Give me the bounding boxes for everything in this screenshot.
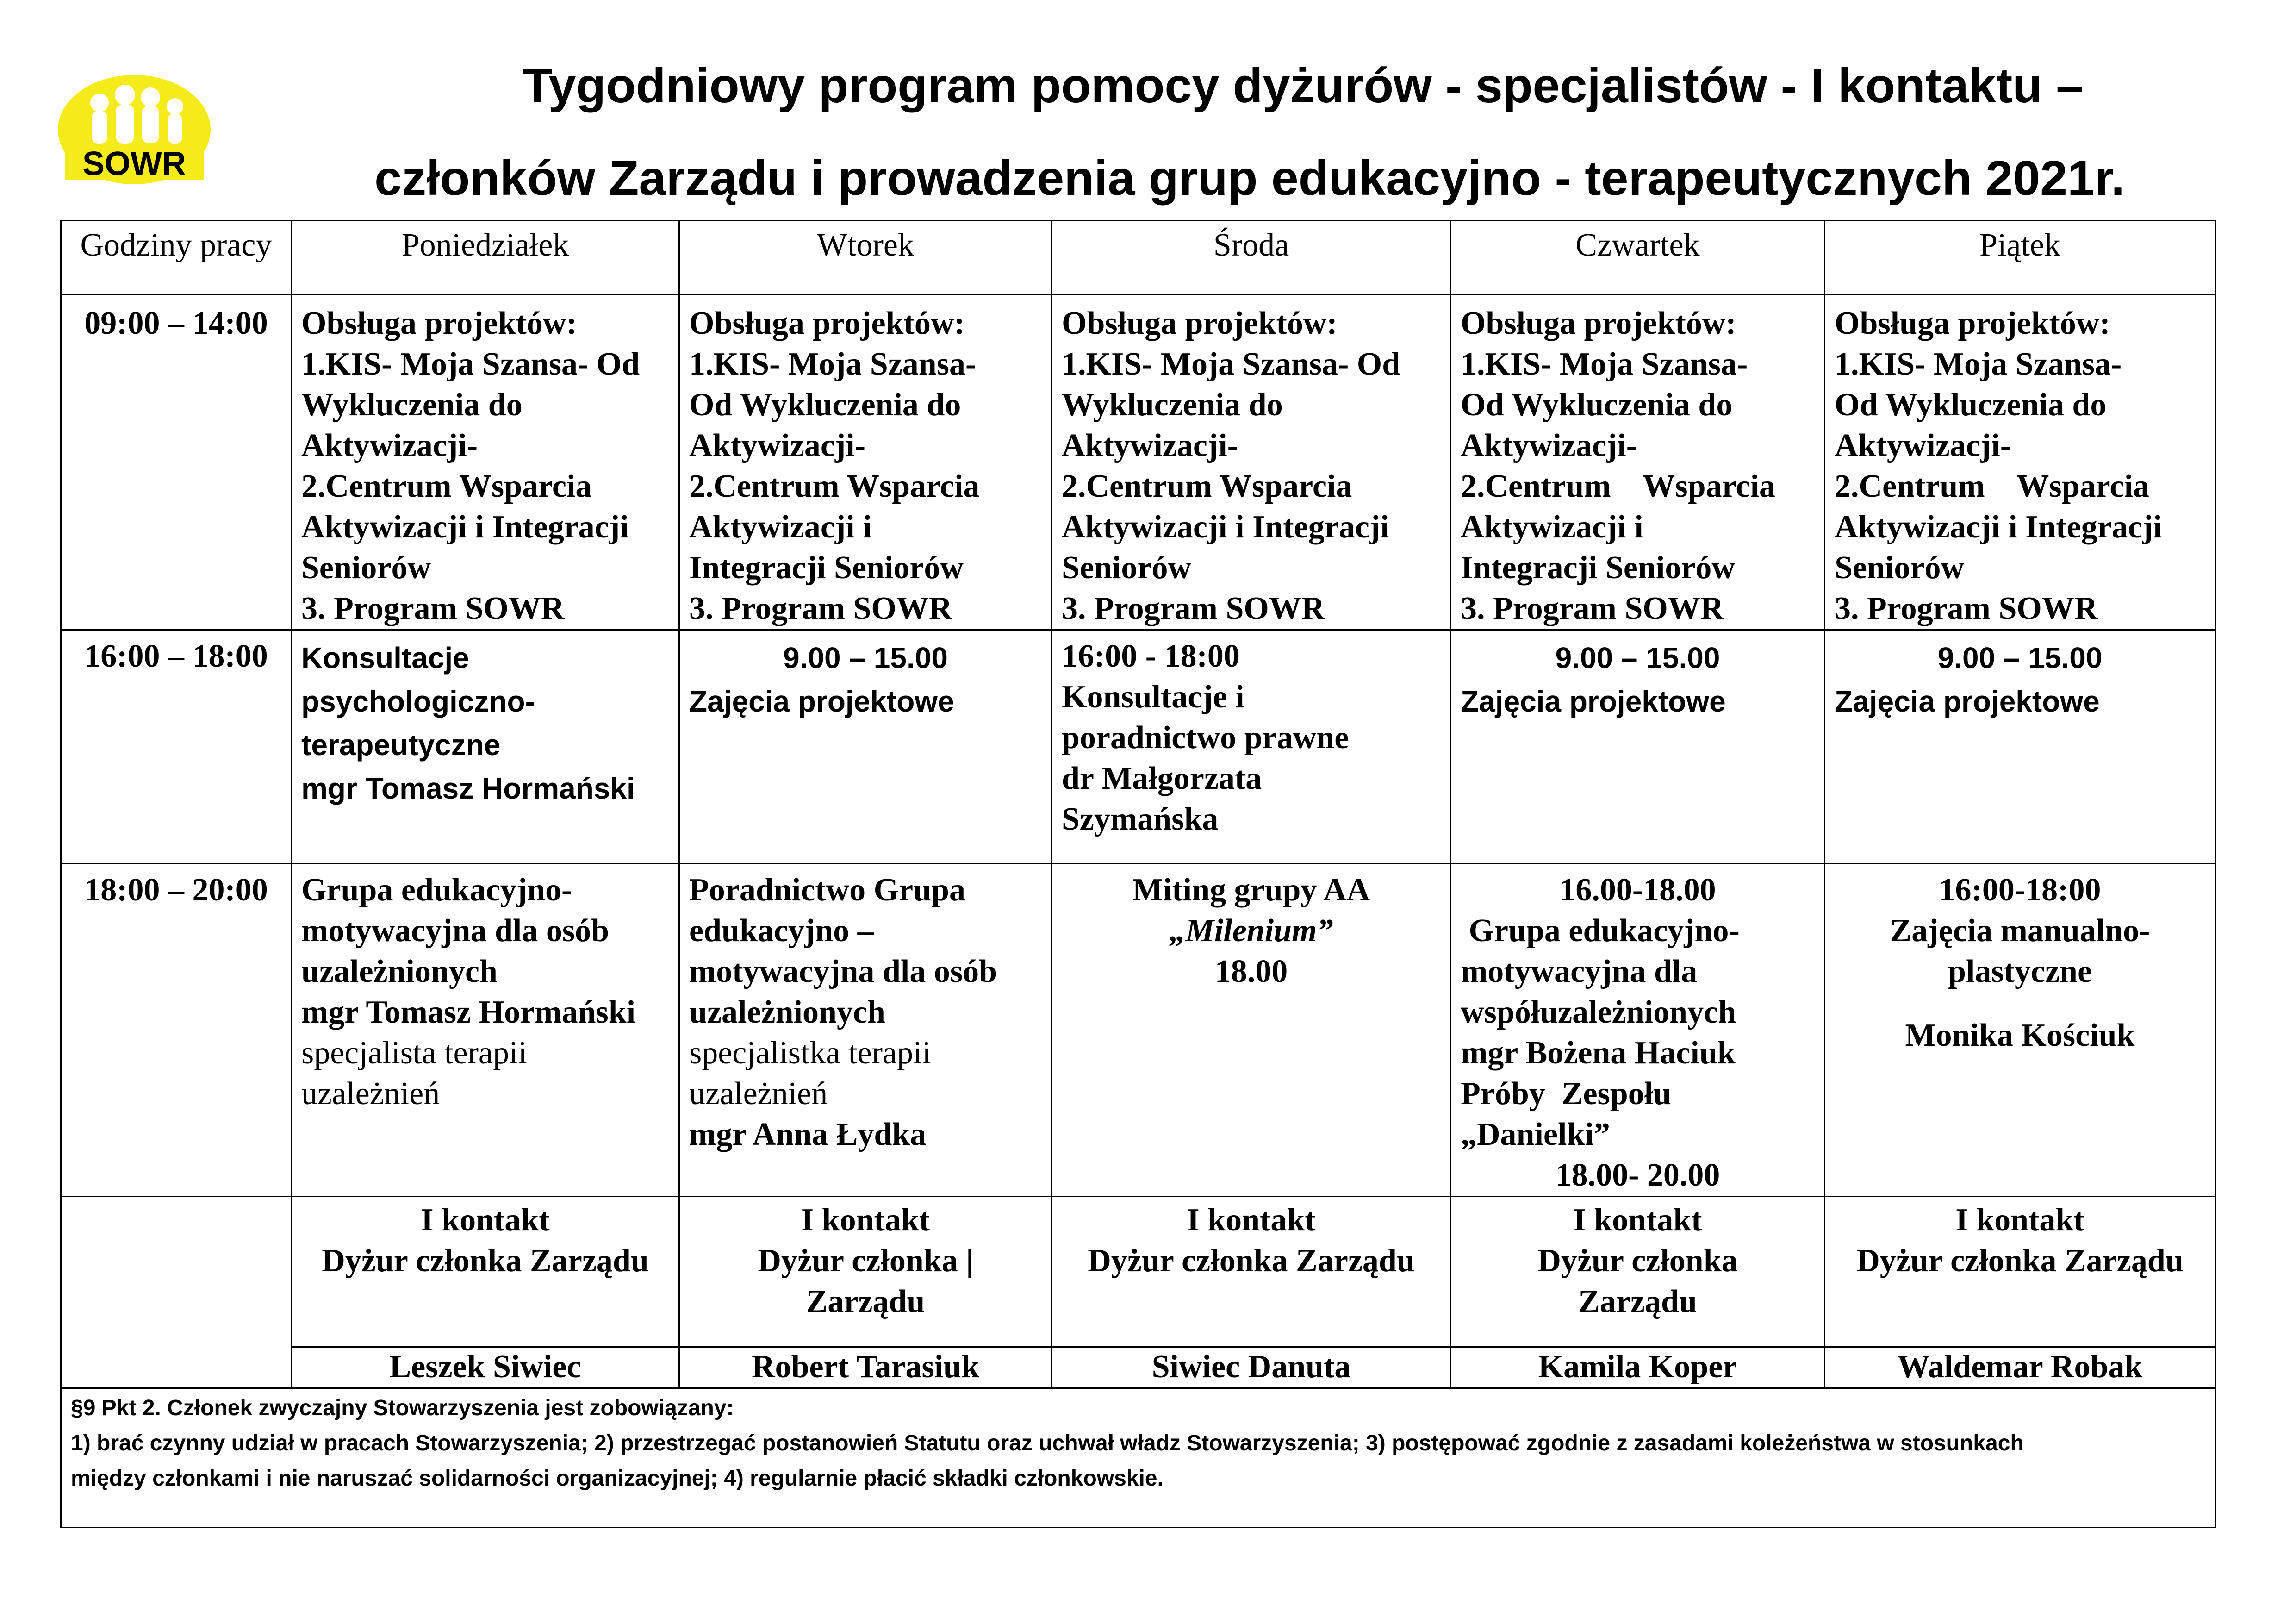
table-row (61, 864, 2215, 1197)
cell-line: I kontakt (1187, 1202, 1316, 1238)
time-cell-empty (61, 1197, 292, 1388)
cell-line: Dyżur członka Zarządu (1088, 1243, 1415, 1279)
table-row (61, 630, 2215, 864)
cell-line: współuzależnionych (1461, 994, 1736, 1030)
cell-line: Aktywizacji i Integracji (1835, 509, 2162, 545)
cell-line: plastyczne (1948, 954, 2092, 989)
friday-name-cell (1825, 1347, 2215, 1388)
cell-line: Obsługa projektów: (689, 306, 965, 341)
footnote-line: 1) brać czynny udział w pracach Stowarzyszenia; 2) przestrzegać postanowień Statutu oraz uchwał władz Stowarzyszenia; 3) postępować zgodnie z zasadami koleżeństwa w stosunkach (71, 1431, 2024, 1455)
statute-footnote (61, 1388, 2215, 1528)
tuesday-cell (679, 1197, 1052, 1347)
cell-line: Integracji Seniorów (1461, 550, 1735, 586)
cell-time: 18.00- 20.00 (1555, 1157, 1720, 1193)
cell-line: Grupa edukacyjno- (1461, 913, 1740, 949)
cell-line: Szymańska (1062, 801, 1219, 837)
member-name: Robert Tarasiuk (751, 1349, 980, 1385)
thursday-cell (1451, 864, 1825, 1197)
cell-time: 9.00 – 15.00 (783, 641, 948, 675)
cell-line: 1.KIS- Moja Szansa- (1835, 346, 2122, 382)
cell-line: Aktywizacji i (689, 509, 872, 545)
cell-line: Dyżur członka Zarządu (322, 1243, 649, 1279)
cell-line: 16:00 - 18:00 (1062, 638, 1240, 674)
cell-time: 9.00 – 15.00 (1937, 641, 2103, 675)
cell-line: Miting grupy AA (1132, 872, 1370, 908)
cell-line: I kontakt (801, 1202, 930, 1238)
cell-line: I kontakt (1573, 1202, 1702, 1238)
cell-line: motywacyjna dla osób (689, 954, 997, 989)
cell-line: motywacyjna dla (1461, 954, 1698, 989)
cell-line: Zarządu (806, 1284, 925, 1319)
cell-line: psychologiczno- (301, 685, 535, 718)
cell-line: Integracji Seniorów (689, 550, 964, 586)
cell-line: Aktywizacji i Integracji (301, 509, 629, 545)
cell-line: Aktywizacji- (301, 428, 478, 463)
schedule-table (60, 220, 2216, 1528)
cell-line: uzależnionych (689, 994, 885, 1030)
monday-cell (292, 1197, 679, 1347)
wednesday-name-cell (1052, 1347, 1451, 1388)
cell-line: specjalista terapii (301, 1035, 527, 1071)
cell-line: mgr Bożena Haciuk (1461, 1035, 1736, 1071)
cell-line: Seniorów (301, 550, 431, 586)
header-monday: Poniedziałek (292, 221, 679, 294)
thursday-cell (1451, 294, 1825, 630)
tuesday-name-cell (679, 1347, 1052, 1388)
time-cell: 16:00 – 18:00 (61, 630, 292, 864)
tuesday-cell (679, 630, 1052, 864)
cell-line: poradnictwo prawne (1062, 720, 1349, 756)
cell-line: Aktywizacji- (1835, 428, 2011, 463)
cell-line: 2.Centrum Wsparcia (1461, 468, 1775, 504)
cell-line: Obsługa projektów: (301, 306, 577, 341)
wednesday-cell (1052, 864, 1451, 1197)
header-hours: Godziny pracy (61, 221, 292, 294)
cell-line: 3. Program SOWR (1461, 591, 1724, 626)
cell-line: Zajęcia manualno- (1890, 913, 2150, 949)
cell-line: uzależnień (689, 1076, 828, 1112)
cell-line: Od Wykluczenia do (1461, 387, 1733, 423)
member-name: Leszek Siwiec (389, 1349, 581, 1385)
cell-line: 3. Program SOWR (1835, 591, 2098, 626)
cell-time: 16.00-18.00 (1559, 872, 1716, 908)
cell-time: 9.00 – 15.00 (1555, 641, 1720, 675)
cell-line: motywacyjna dla osób (301, 913, 610, 949)
cell-line: Obsługa projektów: (1835, 306, 2110, 341)
cell-line: Wykluczenia do (301, 387, 523, 423)
thursday-cell (1451, 630, 1825, 864)
cell-line: „Milenium” (1169, 913, 1333, 949)
footnote-row (61, 1388, 2215, 1528)
cell-line: Poradnictwo Grupa (689, 872, 965, 908)
cell-line: 1.KIS- Moja Szansa- (689, 346, 977, 382)
thursday-cell (1451, 1197, 1825, 1347)
cell-line: 2.Centrum Wsparcia (1835, 468, 2149, 504)
table-row (61, 294, 2215, 630)
cell-line: edukacyjno – (689, 913, 874, 949)
document-title (250, 39, 2249, 225)
cell-line: 3. Program SOWR (1062, 591, 1325, 626)
wednesday-cell (1052, 1197, 1451, 1347)
cell-line: 1.KIS- Moja Szansa- (1461, 346, 1748, 382)
wednesday-cell (1052, 294, 1451, 630)
cell-line: mgr Tomasz Hormański (301, 994, 636, 1030)
spacer (1835, 992, 2205, 1015)
footnote-line: §9 Pkt 2. Członek zwyczajny Stowarzyszenia jest zobowiązany: (71, 1396, 734, 1420)
cell-line: Seniorów (1835, 550, 1964, 586)
cell-line: Zajęcia projektowe (1461, 685, 1726, 718)
tuesday-cell (679, 294, 1052, 630)
cell-line: Seniorów (1062, 550, 1191, 586)
cell-line: Zajęcia projektowe (689, 685, 954, 718)
cell-line: Zarządu (1578, 1284, 1697, 1319)
header-row (61, 221, 2215, 294)
header-friday: Piątek (1825, 221, 2215, 294)
cell-line: Próby Zespołu (1461, 1076, 1672, 1112)
thursday-name-cell (1451, 1347, 1825, 1388)
monday-cell (292, 630, 679, 864)
sowr-logo (56, 69, 213, 185)
member-name: Siwiec Danuta (1151, 1349, 1351, 1385)
cell-line: I kontakt (1955, 1202, 2084, 1238)
cell-line: 3. Program SOWR (301, 591, 565, 626)
table-row (61, 1197, 2215, 1347)
cell-line: uzależnionych (301, 954, 498, 989)
cell-line: Aktywizacji i (1461, 509, 1643, 545)
cell-line: Grupa edukacyjno- (301, 872, 572, 908)
time-cell: 18:00 – 20:00 (61, 864, 292, 1197)
cell-line: Zajęcia projektowe (1835, 685, 2100, 718)
cell-time: 16:00-18:00 (1939, 872, 2101, 908)
cell-line: 1.KIS- Moja Szansa- Od (1062, 346, 1400, 382)
title-line-2: członków Zarządu i prowadzenia grup edukacyjno - terapeutycznych 2021r. (374, 151, 2125, 206)
cell-line: 3. Program SOWR (689, 591, 952, 626)
monday-name-cell (292, 1347, 679, 1388)
cell-line: Obsługa projektów: (1062, 306, 1338, 341)
header-thursday: Czwartek (1451, 221, 1825, 294)
cell-line: Od Wykluczenia do (1835, 387, 2107, 423)
cell-line: dr Małgorzata (1062, 761, 1262, 796)
friday-cell (1825, 1197, 2215, 1347)
cell-line: specjalistka terapii (689, 1035, 931, 1071)
cell-line: Obsługa projektów: (1461, 306, 1736, 341)
cell-line: 2.Centrum Wsparcia (301, 468, 592, 504)
monday-cell (292, 294, 679, 630)
cell-line: Aktywizacji- (1062, 428, 1238, 463)
cell-line: 2.Centrum Wsparcia (1062, 468, 1352, 504)
cell-line: Konsultacje (301, 641, 469, 675)
cell-line: Aktywizacji i Integracji (1062, 509, 1389, 545)
cell-line: Wykluczenia do (1062, 387, 1283, 423)
logo-text: SOWR (82, 145, 186, 182)
member-name: Waldemar Robak (1897, 1349, 2143, 1385)
friday-cell (1825, 864, 2215, 1197)
cell-line: 1.KIS- Moja Szansa- Od (301, 346, 640, 382)
cell-line: Dyżur członka Zarządu (1856, 1243, 2184, 1279)
cell-line: I kontakt (421, 1202, 550, 1238)
title-line-1: Tygodniowy program pomocy dyżurów - specjalistów - I kontaktu – (522, 58, 2084, 113)
friday-cell (1825, 630, 2215, 864)
tuesday-cell (679, 864, 1052, 1197)
cell-line: Aktywizacji- (689, 428, 866, 463)
wednesday-cell (1052, 630, 1451, 864)
header-tuesday: Wtorek (679, 221, 1052, 294)
table-row (61, 1347, 2215, 1388)
member-name: Kamila Koper (1538, 1349, 1737, 1385)
cell-line: „Danielki” (1461, 1117, 1610, 1152)
time-cell: 09:00 – 14:00 (61, 294, 292, 630)
cell-line: uzależnień (301, 1076, 440, 1112)
cell-line: terapeutyczne (301, 728, 501, 762)
cell-line: Od Wykluczenia do (689, 387, 961, 423)
cell-line: Aktywizacji- (1461, 428, 1637, 463)
cell-line: mgr Anna Łydka (689, 1117, 927, 1152)
cell-line: 2.Centrum Wsparcia (689, 468, 980, 504)
cell-line: Dyżur członka | (758, 1243, 973, 1279)
cell-line: Konsultacje i (1062, 679, 1244, 715)
cell-line: Monika Kościuk (1905, 1018, 2135, 1053)
monday-cell (292, 864, 679, 1197)
cell-line: 18.00 (1214, 954, 1288, 989)
friday-cell (1825, 294, 2215, 630)
header-wednesday: Środa (1052, 221, 1451, 294)
footnote-line: między członkami i nie naruszać solidarności organizacyjnej; 4) regularnie płacić składki członkowskie. (71, 1466, 1164, 1491)
cell-line: Dyżur członka (1537, 1243, 1738, 1279)
cell-line: mgr Tomasz Hormański (301, 772, 635, 805)
